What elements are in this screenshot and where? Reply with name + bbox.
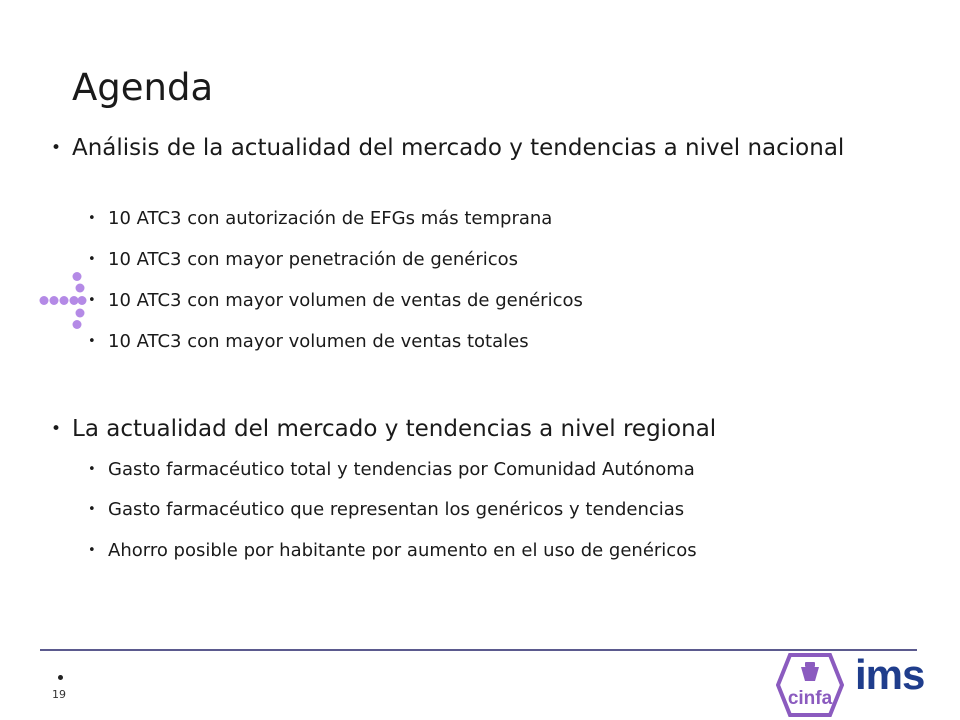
agenda-section-1-heading: Análisis de la actualidad del mercado y tendencias a nivel nacional bbox=[72, 135, 845, 161]
agenda-item-2-3: • Ahorro posible por habitante por aumento en el uso de genéricos bbox=[88, 540, 697, 561]
ims-logo: ims bbox=[855, 651, 925, 698]
cinfa-logo-text: cinfa bbox=[787, 688, 833, 709]
agenda-section-2 bbox=[51, 414, 717, 444]
bullet: • bbox=[88, 334, 96, 349]
agenda-item-1-4: • 10 ATC3 con mayor volumen de ventas totales bbox=[88, 331, 529, 352]
cinfa-logo bbox=[776, 652, 844, 718]
bullet: • bbox=[51, 419, 62, 439]
bullet: • bbox=[88, 252, 96, 267]
bullet: • bbox=[88, 502, 96, 517]
bullet: • bbox=[88, 462, 96, 477]
bullet: • bbox=[88, 543, 96, 558]
agenda-item-2-1: • Gasto farmacéutico total y tendencias por Comunidad Autónoma bbox=[88, 459, 695, 480]
agenda-item-1-2: • 10 ATC3 con mayor penetración de genéricos bbox=[88, 249, 519, 270]
agenda-section-1 bbox=[51, 133, 862, 163]
page-dot bbox=[58, 675, 63, 680]
bullet: • bbox=[51, 138, 62, 158]
agenda-item-1-1: • 10 ATC3 con autorización de EFGs más temprana bbox=[88, 208, 553, 229]
agenda-item-2-2: • Gasto farmacéutico que representan los genéricos y tendencias bbox=[88, 499, 685, 520]
agenda-section-2-heading: La actualidad del mercado y tendencias a nivel regional bbox=[72, 416, 717, 442]
agenda-item-1-3: • 10 ATC3 con mayor volumen de ventas de genéricos bbox=[88, 290, 583, 311]
page-number: 19 bbox=[52, 688, 66, 701]
footer-divider bbox=[40, 649, 917, 651]
dotted-arrow-icon bbox=[38, 272, 98, 332]
bullet: • bbox=[88, 293, 96, 308]
slide-title: Agenda bbox=[72, 66, 214, 109]
bullet: • bbox=[88, 211, 96, 226]
